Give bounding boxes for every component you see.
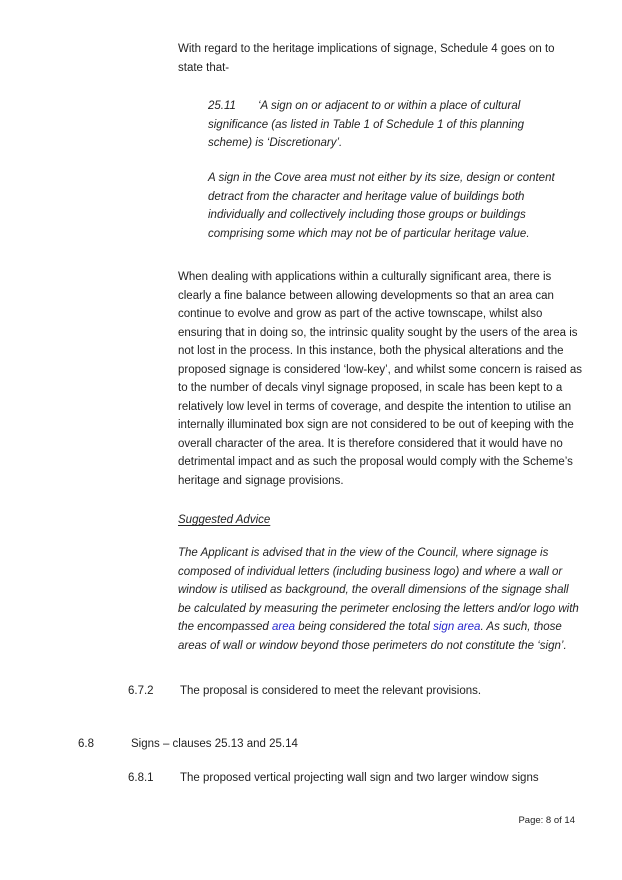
clause-text: The proposed vertical projecting wall sign and two larger window signs: [180, 772, 539, 784]
clause-number: 6.8.1: [128, 772, 154, 784]
section-heading-6-8: [78, 735, 584, 754]
clause-text: The proposal is considered to meet the relevant provisions.: [180, 685, 482, 697]
sign-area-link[interactable]: sign area: [433, 621, 481, 633]
advice-text-segment: The Applicant is advised that in the view of the Council, where signage is composed of individual letters (including business logo) and where a wall or window is utilised as background, the overall dimensions of the signage shall be calculated by measuring the perimeter enclosing the letters and/or logo with the encompassed: [178, 547, 579, 633]
advice-text-segment: . As such, those areas of wall or window beyond those perimeters do not constitute the ‘sign’.: [178, 621, 567, 652]
suggested-advice-paragraph: [178, 544, 582, 655]
clause-number: 6.7.2: [128, 685, 154, 697]
intro-paragraph: With regard to the heritage implications of signage, Schedule 4 goes on to state that-: [178, 43, 555, 74]
advice-text-segment: being considered the total: [295, 621, 434, 633]
page-number-footer: Page: 8 of 14: [518, 815, 575, 826]
quoted-clause-number: 25.11: [208, 100, 236, 112]
section-number: 6.8: [78, 738, 94, 750]
quoted-clause-25-11: [208, 97, 570, 153]
suggested-advice-heading: Suggested Advice: [178, 514, 271, 526]
quoted-clause-text: ‘A sign on or adjacent to or within a place of cultural significance (as listed in Table 1 of Schedule 1 of this planning scheme) is ‘Discretionary’.: [208, 100, 525, 149]
clause-6-7-2: [128, 682, 584, 701]
section-title: Signs – clauses 25.13 and 25.14: [131, 738, 298, 750]
sign-area-link[interactable]: area: [271, 621, 296, 633]
quoted-clause-cove-area: A sign in the Cove area must not either by its size, design or content detract from the character and heritage value of buildings both individually and collectively including those groups or buildings comprising some which may not be of particular heritage value.: [208, 172, 555, 240]
assessment-paragraph: When dealing with applications within a culturally significant area, there is clearly a fine balance between allowing developments so that an area can continue to evolve and grow as part of the active townscape, whilst also ensuring that in doing so, the intrinsic quality sought by the users of the area is not lost in the process. In this instance, both the physical alterations and the proposed signage is considered ‘low-key’, and whilst some concern is raised as to the number of decals vinyl signage proposed, in scale has been kept to a relatively low level in terms of coverage, and despite the intention to utilise an internally illuminated box sign are not considered to be out of keeping with the overall character of the area. It is therefore considered that it would have no detrimental impact and as such the proposal would comply with the Scheme’s heritage and signage provisions.: [178, 271, 582, 487]
clause-6-8-1: [128, 769, 584, 788]
